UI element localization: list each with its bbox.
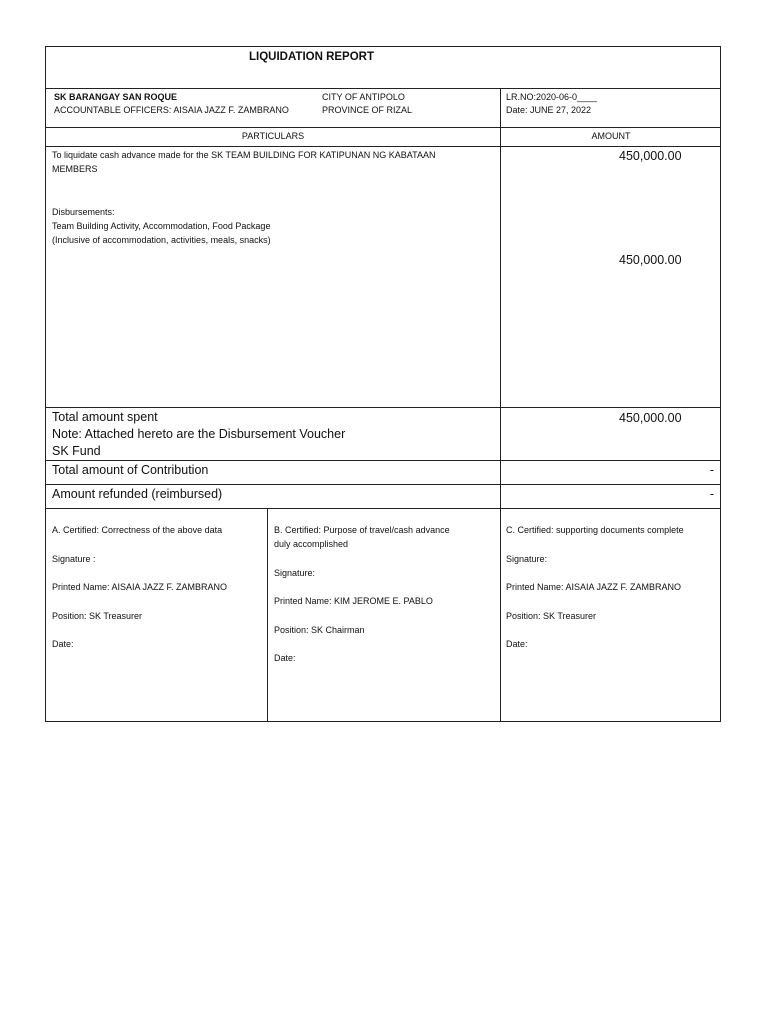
cert-a-heading: A. Certified: Correctness of the above data [52,525,223,535]
divider [46,88,720,89]
cert-b-position: Position: SK Chairman [274,625,365,635]
voucher-note: Note: Attached hereto are the Disbursement Voucher [52,427,346,441]
divider [46,146,720,147]
particulars-description: To liquidate cash advance made for the SK TEAM BUILDING FOR KATIPUNAN NG KABATAAN [52,150,436,160]
total-spent-amount: 450,000.00 [619,411,682,425]
contribution-amount: - [709,463,714,477]
cert-c-heading: C. Certified: supporting documents complete [506,525,684,535]
province: PROVINCE OF RIZAL [322,105,413,115]
refund-amount: - [709,487,714,501]
disbursement-item: Team Building Activity, Accommodation, Food Package [52,221,271,231]
cert-c-date: Date: [506,639,528,649]
cert-a-position: Position: SK Treasurer [52,611,143,621]
disbursement-note: (Inclusive of accommodation, activities, meals, snacks) [52,235,271,245]
divider [267,508,268,722]
city: CITY OF ANTIPOLO [322,92,405,102]
divider [46,484,720,485]
refund-label: Amount refunded (reimbursed) [52,487,223,501]
liquidation-report-form [45,46,721,722]
report-title: LIQUIDATION REPORT [249,51,375,63]
amount-header: AMOUNT [591,131,631,141]
cert-a-date: Date: [52,639,74,649]
disbursements-label: Disbursements: [52,207,115,217]
cert-b-heading: B. Certified: Purpose of travel/cash advance [274,525,450,535]
cert-b-signature: Signature: [274,568,316,578]
accountable-officers: ACCOUNTABLE OFFICERS: AISAIA JAZZ F. ZAMBRANO [54,105,289,115]
divider [46,460,720,461]
report-date: Date: JUNE 27, 2022 [506,105,592,115]
lr-number: LR.NO:2020-06-0____ [506,92,598,102]
cert-c-signature: Signature: [506,554,548,564]
divider [500,88,501,508]
fund-source: SK Fund [52,444,101,458]
cert-c-position: Position: SK Treasurer [506,611,597,621]
org-name: SK BARANGAY SAN ROQUE [54,92,178,102]
divider [46,127,720,128]
particulars-description-cont: MEMBERS [52,164,98,174]
divider [46,407,720,408]
particulars-header: PARTICULARS [241,131,305,141]
cert-b-date: Date: [274,653,296,663]
disbursement-amount: 450,000.00 [619,253,682,267]
cert-c-printed-name: Printed Name: AISAIA JAZZ F. ZAMBRANO [506,582,682,592]
divider [46,508,720,509]
cert-a-printed-name: Printed Name: AISAIA JAZZ F. ZAMBRANO [52,582,228,592]
cert-a-signature: Signature : [52,554,96,564]
cert-b-printed-name: Printed Name: KIM JEROME E. PABLO [274,596,433,606]
advance-amount: 450,000.00 [619,149,682,163]
divider [500,508,501,722]
cert-b-heading-cont: duly accomplished [274,539,349,549]
contribution-label: Total amount of Contribution [52,463,209,477]
total-spent-label: Total amount spent [52,410,158,424]
